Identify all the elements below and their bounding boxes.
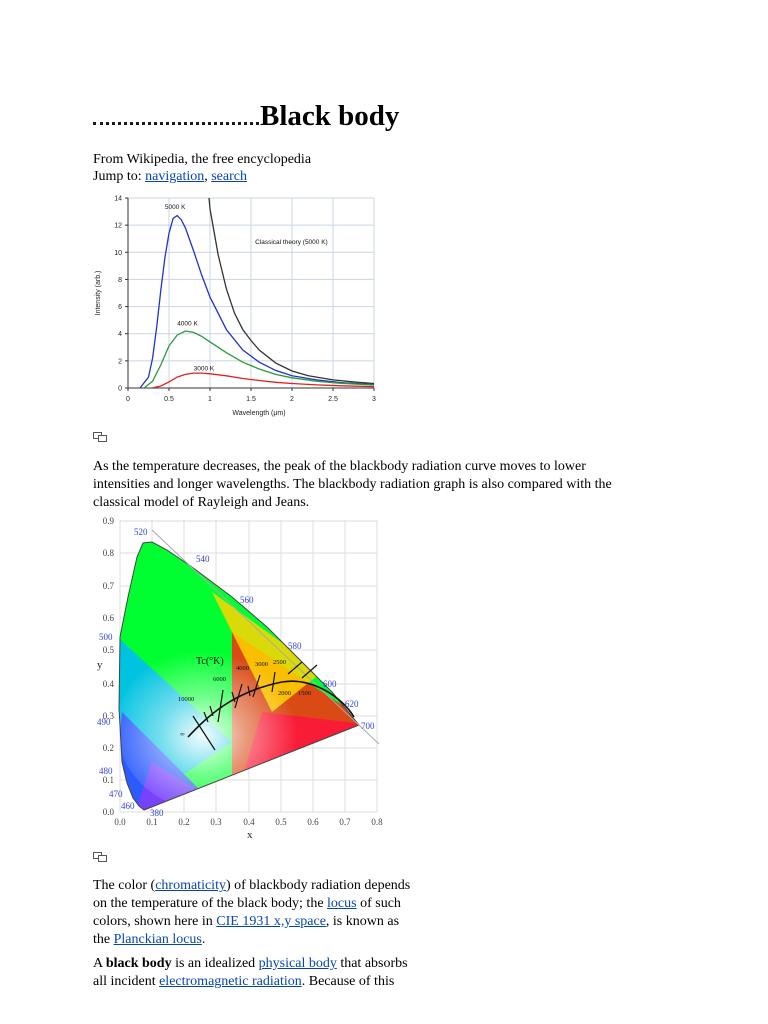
cie-ytick: 0.4 [102,679,114,689]
temp-label: 3000 [255,661,268,668]
text: A [93,956,106,971]
temp-label: ∞ [180,731,185,738]
page-title [93,100,399,140]
x-tick-label: 3 [372,396,376,403]
text: colors, shown here in [93,914,217,929]
x-tick-label: 1.5 [246,396,256,403]
wl-label: 580 [288,641,302,651]
jump-sep: , [204,169,212,184]
tc-label: Tc(°K) [196,656,224,667]
cie-xtick: 0.0 [114,817,126,827]
cie-ytick: 0.9 [102,516,114,526]
page-title-text: Black body [260,100,400,132]
caption-cie [93,877,410,949]
wl-label: 460 [121,801,135,811]
cie-xticks [114,817,383,827]
enlarge-icon[interactable] [93,432,107,442]
search-link[interactable]: search [211,169,247,184]
x-tick-label: 0.5 [164,396,174,403]
cie-xtick: 0.7 [339,817,351,827]
wl-label: 600 [323,679,337,689]
navigation-link[interactable]: navigation [145,169,205,184]
chromaticity-link[interactable]: chromaticity [155,878,226,893]
cie-gamut [112,532,372,822]
text: ) of blackbody radiation depends [225,878,411,893]
cie-xtick: 0.1 [146,817,158,827]
cie-1931-diagram [92,512,392,844]
y-axis-label: Intensity (arb.) [95,270,102,316]
cie-xtick: 0.8 [371,817,383,827]
caption-line [93,913,410,931]
text: the [93,932,114,947]
y-tick-label: 10 [114,249,122,257]
cie-xtick: 0.2 [178,817,190,827]
text: on the temperature of the black body; the [93,896,328,911]
body-line [93,955,408,973]
wl-label: 520 [134,527,148,537]
caption-line: As the temperature decreases, the peak of the blackbody radiation curve moves to lower [93,459,586,474]
em-radiation-link[interactable]: electromagnetic radiation [159,974,302,989]
locus-link[interactable]: locus [327,896,357,911]
caption-blackbody [93,458,612,512]
caption-line [93,931,410,949]
cie-xlabel: x [247,829,253,841]
y-tick-label: 8 [118,276,122,284]
caption-line [93,895,410,913]
temp-label: 1500 [298,690,311,697]
wl-label: 480 [99,766,113,776]
text: , is known as [325,914,400,929]
x-tick-label: 2 [290,396,294,403]
y-tick-label: 2 [118,358,122,366]
temp-label: 2500 [273,659,286,666]
cie-ytick: 0.5 [102,645,114,655]
temp-label: 2000 [278,690,291,697]
caption-line [93,877,410,895]
x-tick-label: 1 [208,396,212,403]
temp-label: 4000 [236,665,249,672]
y-tick-label: 6 [118,304,122,312]
enlarge-icon[interactable] [93,852,107,862]
curve-annotation: Classical theory (5000 K) [255,239,328,247]
curve-annotation: 3000 K [193,365,215,373]
cie-xtick: 0.3 [210,817,222,827]
y-tick-label: 4 [118,331,122,339]
jump-prefix: Jump to: [93,169,146,184]
series-line [144,331,374,388]
y-tick-label: 0 [118,385,122,393]
cie-xtick: 0.5 [275,817,287,827]
text: . Because of this [301,974,395,989]
x-axis-label: Wavelength (μm) [232,410,286,417]
text: all incident [93,974,160,989]
wl-label: 470 [109,789,123,799]
cie-xtick: 0.4 [243,817,255,827]
cie-ytick: 0.6 [102,613,114,623]
text: is an idealized [171,956,259,971]
cie-ylabel: y [97,659,103,671]
caption-line: intensities and longer wavelengths. The blackbody radiation graph is also compared with the [93,477,612,492]
wl-label: 540 [196,554,210,564]
blackbody-chart [92,192,384,424]
text: . [201,932,206,947]
wl-label: 700 [361,721,375,731]
caption-line: classical model of Rayleigh and Jeans. [93,495,310,510]
wl-label: 620 [345,699,359,709]
title-dots [93,122,259,125]
cie-ytick: 0.7 [102,581,114,591]
planckian-locus-link[interactable]: Planckian locus [113,932,202,947]
physical-body-link[interactable]: physical body [258,956,337,971]
x-tick-label: 0 [126,396,130,403]
cie-ytick: 0.2 [102,743,114,753]
curve-annotation: 5000 K [164,203,186,211]
wl-label: 380 [150,808,164,818]
series-line [208,192,374,384]
cie-xtick: 0.6 [307,817,319,827]
cie-1931-link[interactable]: CIE 1931 x,y space [216,914,326,929]
text: that absorbs [336,956,408,971]
wl-label: 560 [240,595,254,605]
from-line: From Wikipedia, the free encyclopedia [93,152,312,167]
y-tick-label: 12 [114,222,122,230]
wl-label: 490 [97,717,111,727]
temp-label: 6000 [213,676,226,683]
body-line [93,973,408,991]
x-tick-label: 2.5 [328,396,338,403]
cie-ytick: 0.3 [102,711,114,721]
wl-label: 500 [99,632,113,642]
jump-line [93,168,247,185]
temp-label: 10000 [178,696,195,703]
y-tick-label: 14 [114,195,122,203]
curve-annotation: 4000 K [177,320,198,328]
cie-ytick: 0.0 [102,807,114,817]
cie-ytick: 0.8 [102,548,114,558]
text: of such [356,896,401,911]
cie-ytick: 0.1 [102,775,114,785]
text: The color ( [93,878,156,893]
intro-paragraph [93,955,408,991]
black-body-term: black body [105,956,172,971]
